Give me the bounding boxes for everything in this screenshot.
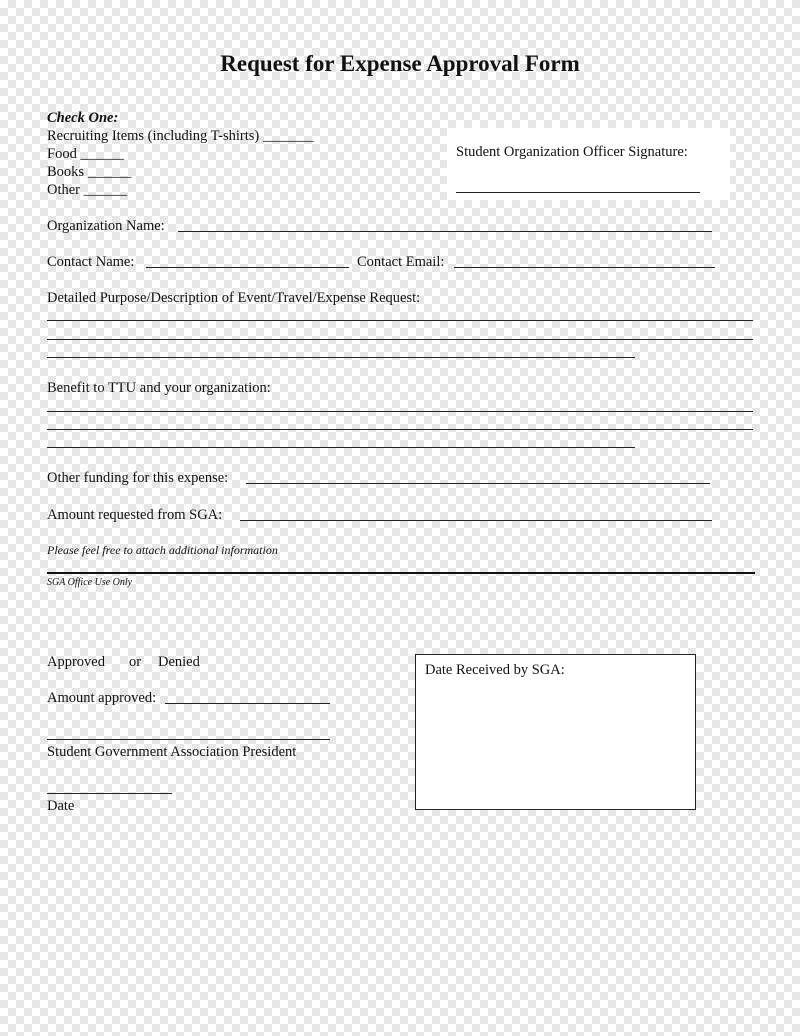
signature-box [447, 128, 730, 200]
purpose-line-2[interactable] [47, 339, 753, 340]
contact-name-label: Contact Name: [47, 254, 135, 270]
purpose-line-1[interactable] [47, 320, 753, 321]
amount-approved-label: Amount approved: [47, 690, 157, 706]
signature-label: Student Organization Officer Signature: [456, 144, 688, 160]
contact-email-field[interactable] [454, 267, 715, 268]
purpose-line-3[interactable] [47, 357, 635, 358]
check-option-recruiting[interactable]: Recruiting Items (including T-shirts) _______ [47, 128, 314, 144]
or-text: or [129, 654, 142, 670]
date-label: Date [47, 798, 75, 814]
president-signature-line[interactable] [47, 739, 330, 740]
attach-note: Please feel free to attach additional information [47, 543, 278, 557]
contact-name-field[interactable] [146, 267, 349, 268]
purpose-label: Detailed Purpose/Description of Event/Travel/Expense Request: [47, 290, 421, 306]
contact-email-label: Contact Email: [357, 254, 445, 270]
check-option-other[interactable]: Other ______ [47, 182, 128, 198]
office-use-label: SGA Office Use Only [47, 577, 133, 588]
organization-name-field[interactable] [178, 231, 712, 232]
president-label: Student Government Association President [47, 744, 297, 760]
check-option-food[interactable]: Food ______ [47, 146, 124, 162]
date-received-label: Date Received by SGA: [425, 662, 565, 678]
amount-requested-label: Amount requested from SGA: [47, 507, 223, 523]
form-title: Request for Expense Approval Form [220, 51, 580, 76]
signature-line[interactable] [456, 192, 700, 193]
organization-name-label: Organization Name: [47, 218, 165, 234]
check-option-books[interactable]: Books ______ [47, 164, 132, 180]
check-one-heading: Check One: [47, 110, 119, 126]
denied-option[interactable]: Denied [158, 654, 200, 670]
other-funding-field[interactable] [246, 483, 710, 484]
other-funding-label: Other funding for this expense: [47, 470, 229, 486]
amount-approved-field[interactable] [165, 703, 330, 704]
benefit-line-3[interactable] [47, 447, 635, 448]
benefit-label: Benefit to TTU and your organization: [47, 380, 271, 396]
approved-option[interactable]: Approved [47, 654, 105, 670]
benefit-line-2[interactable] [47, 429, 753, 430]
amount-requested-field[interactable] [240, 520, 712, 521]
office-use-divider [47, 572, 755, 574]
date-line[interactable] [47, 793, 172, 794]
benefit-line-1[interactable] [47, 411, 753, 412]
